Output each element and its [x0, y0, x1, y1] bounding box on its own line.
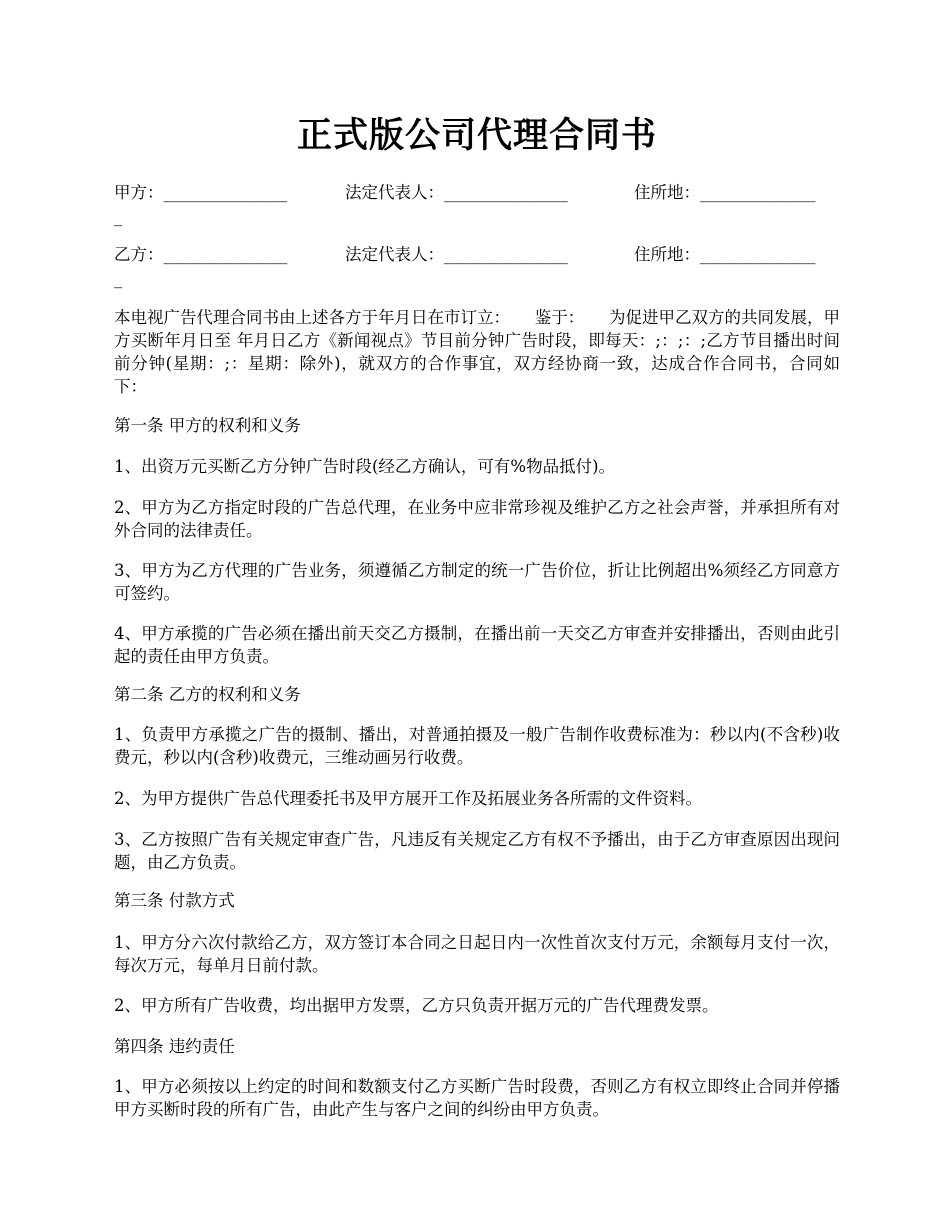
- section-heading: 第三条 付款方式: [114, 891, 235, 910]
- clause-paragraph: 3、乙方按照广告有关规定审查广告，凡违反有关规定乙方有权不予播出，由于乙方审查原因出现问题，由乙方负责。: [114, 830, 840, 872]
- section-heading: 第四条 违约责任: [114, 1037, 235, 1056]
- clause-paragraph: 2、为甲方提供广告总代理委托书及甲方展开工作及拓展业务各所需的文件资料。: [114, 789, 702, 808]
- party-b-rep-label: 法定代表人：_______________: [345, 245, 568, 264]
- intro-paragraph: 本电视广告代理合同书由上述各方于年月日在市订立： 鉴于： 为促进甲乙双方的共同发展，甲方买断年月日至 年月日乙方《新闻视点》节目前分钟广告时段，即每天：;：;：;乙方节目播出时间前分钟(星期：;：星期：除外)，就双方的合作事宜，双方经协商一致，达成合作合同书，合同如下：: [114, 308, 840, 396]
- section-heading: 第一条 甲方的权利和义务: [114, 416, 301, 435]
- party-b-label: 乙方：_______________: [114, 245, 288, 264]
- party-a-underline-tail: _: [114, 207, 123, 226]
- clause-paragraph: 1、甲方必须按以上约定的时间和数额支付乙方买断广告时段费，否则乙方有权立即终止合同并停播甲方买断时段的所有广告，由此产生与客户之间的纠纷由甲方负责。: [114, 1077, 840, 1119]
- party-a-row: [114, 181, 840, 205]
- party-a-label: 甲方：_______________: [114, 183, 288, 202]
- party-b-row: [114, 243, 840, 267]
- clause-paragraph: 3、甲方为乙方代理的广告业务，须遵循乙方制定的统一广告价位，折让比例超出%须经乙方同意方可签约。: [114, 561, 840, 603]
- section-heading: 第二条 乙方的权利和义务: [114, 685, 301, 704]
- clause-paragraph: 2、甲方所有广告收费，均出据甲方发票，乙方只负责开据万元的广告代理费发票。: [114, 996, 719, 1015]
- clause-paragraph: 1、甲方分六次付款给乙方，双方签订本合同之日起日内一次性首次支付万元，余额每月支付一次，每次万元，每单月日前付款。: [114, 933, 840, 975]
- clause-paragraph: 1、出资万元买断乙方分钟广告时段(经乙方确认，可有%物品抵付)。: [114, 457, 616, 476]
- party-b-underline-tail: _: [114, 269, 123, 288]
- clause-paragraph: 1、负责甲方承揽之广告的摄制、播出，对普通拍摄及一般广告制作收费标准为：秒以内(不含秒)收费元，秒以内(含秒)收费元，三维动画另行收费。: [114, 725, 840, 767]
- party-a-rep-label: 法定代表人：_______________: [345, 183, 568, 202]
- document-title: 正式版公司代理合同书: [296, 115, 657, 156]
- clause-paragraph: 2、甲方为乙方指定时段的广告总代理，在业务中应非常珍视及维护乙方之社会声誉，并承担所有对外合同的法律责任。: [114, 498, 840, 540]
- party-a-address-label: 住所地：______________: [634, 183, 816, 202]
- party-b-address-label: 住所地：______________: [634, 245, 816, 264]
- clause-paragraph: 4、甲方承揽的广告必须在播出前天交乙方摄制，在播出前一天交乙方审查并安排播出，否则由此引起的责任由甲方负责。: [114, 624, 840, 666]
